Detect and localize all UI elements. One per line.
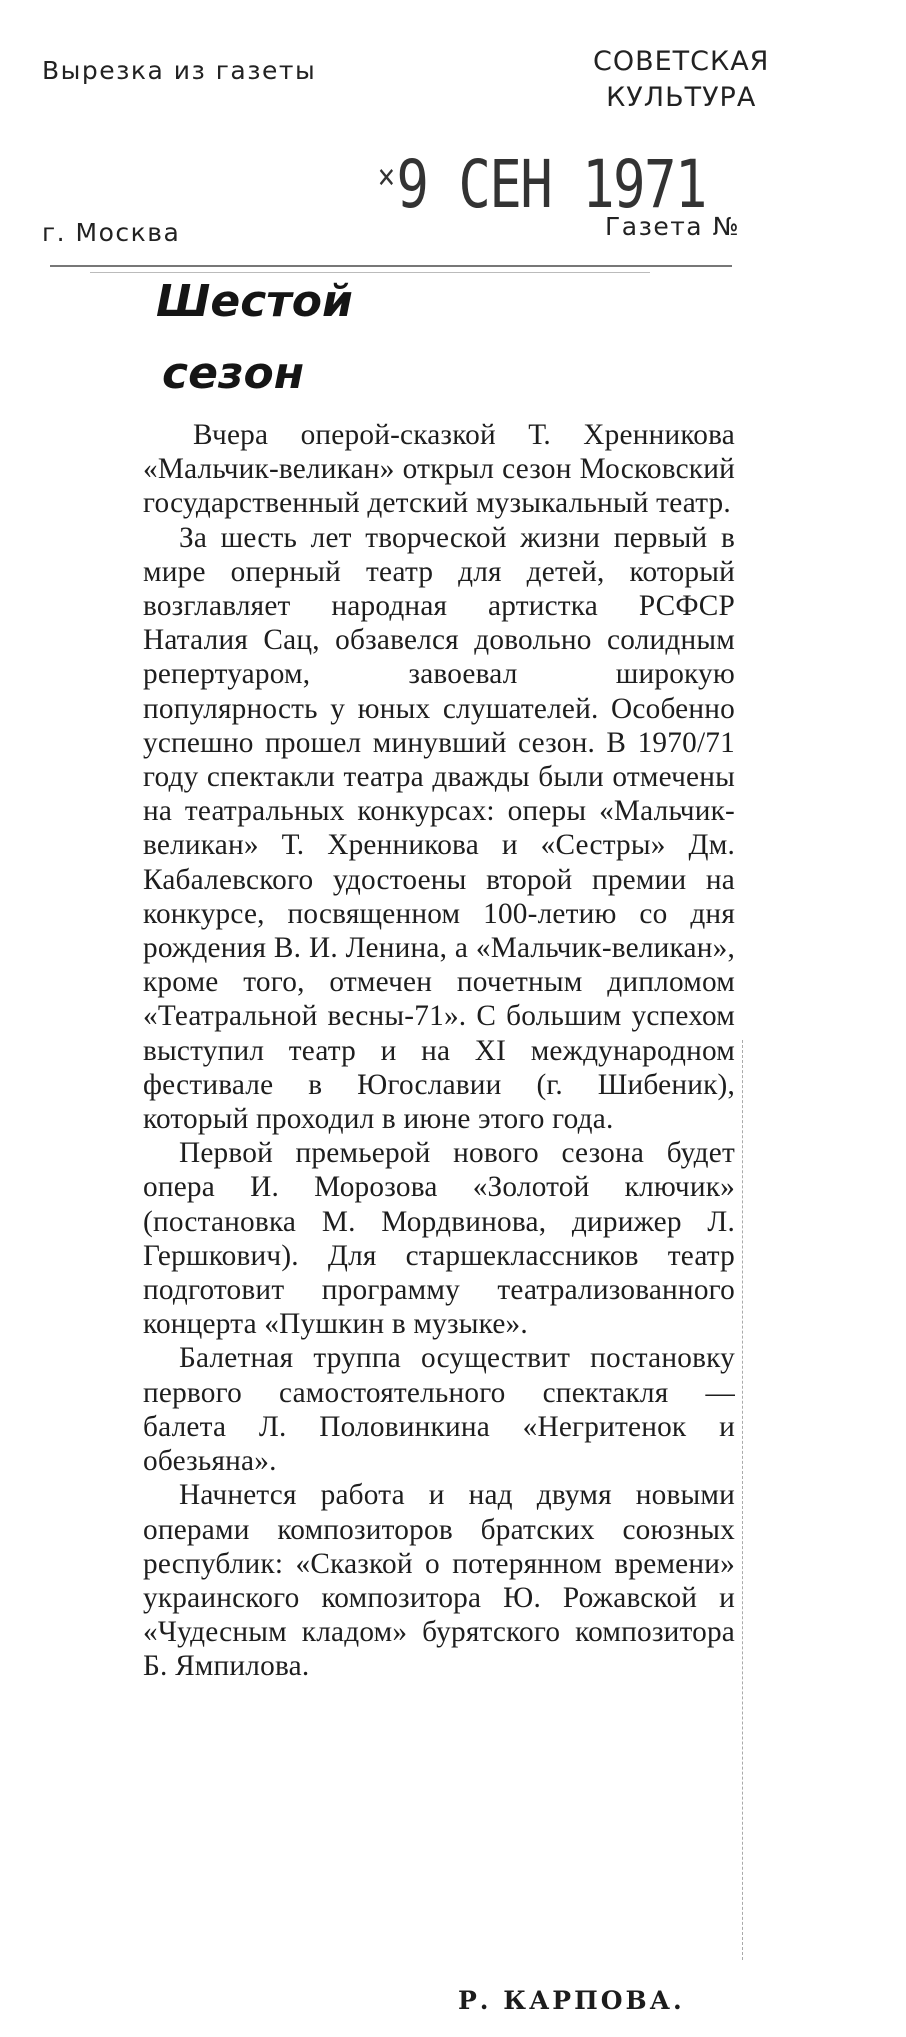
clipping-edge [742, 1040, 743, 1960]
author-byline: Р. КАРПОВА. [458, 1986, 685, 2015]
newspaper-name-line2: КУЛЬТУРА [606, 82, 757, 113]
header-divider-secondary [90, 272, 650, 273]
issue-label: Газета № [605, 212, 741, 241]
article-paragraph: Начнется работа и над двумя новыми операми композиторов братских союзных республик: «Сказкой о потерянном времени» украинского композитора Ю. Рожавской и «Чудесным кладом» бурятского композитора Б. Ямпилова. [143, 1479, 735, 1683]
newspaper-name-line1: СОВЕТСКАЯ [593, 46, 770, 77]
article-paragraph: Вчера оперой-сказкой Т. Хренникова «Мальчик-великан» открыл сезон Московский государственный детский музыкальный театр. [143, 419, 735, 520]
newspaper-name [593, 44, 769, 116]
header-divider [50, 265, 732, 267]
headline-line2: сезон [162, 348, 305, 399]
stamp-mark-icon: ✕ [378, 156, 394, 196]
article-body [143, 418, 735, 1684]
city-label: г. Москва [42, 218, 181, 247]
article-paragraph: Балетная труппа осуществит постановку первого самостоятельного спектакля — балета Л. Половинкина «Негритенок и обезьяна». [143, 1342, 735, 1478]
date-text: 9 СЕН 1971 [396, 146, 706, 223]
clipping-label: Вырезка из газеты [42, 56, 317, 85]
headline-line1: Шестой [156, 276, 353, 327]
article-paragraph: За шесть лет творческой жизни первый в мире оперный театр для детей, который возглавляет народная артистка РСФСР Наталия Сац, обзавелся довольно солидным репертуаром, завоевал широкую популярность у юных слушателей. Особенно успешно прошел минувший сезон. В 1970/71 году спектакли театра дважды были отмечены на театральных конкурсах: оперы «Мальчик-великан» Т. Хренникова и «Сестры» Дм. Кабалевского удостоены второй премии на конкурсе, посвященном 100-летию со дня рождения В. И. Ленина, а «Мальчик-великан», кроме того, отмечен почетным дипломом «Театральной весны-71». С большим успехом выступил театр и на XI международном фестивале в Югославии (г. Шибеник), который проходил в июне этого года. [143, 521, 735, 1136]
article-paragraph: Первой премьерой нового сезона будет опера И. Морозова «Золотой ключик» (постановка М. Мордвинова, дирижер Л. Гершкович). Для старшеклассников театр подготовит программу театрализованного концерта «Пушкин в музыке». [143, 1137, 735, 1341]
